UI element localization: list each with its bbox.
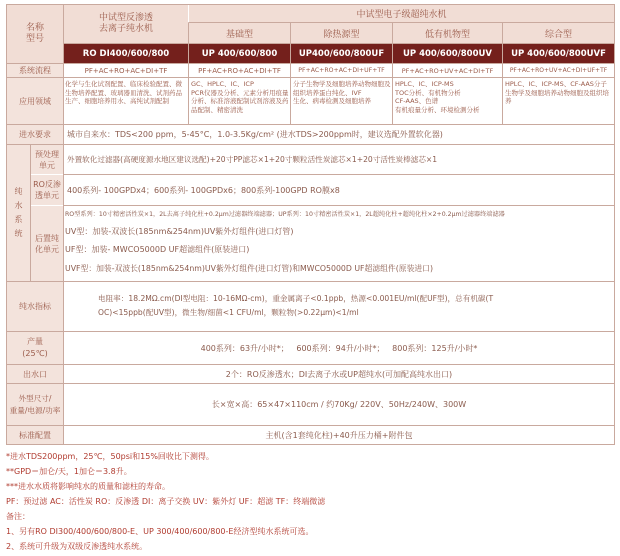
process-up-uvf: PF+AC+RO+UV+AC+DI+UF+TF <box>509 66 608 74</box>
inlet-value: 城市自来水：TDS<200 ppm，5-45°C，1.0-3.5Kg/cm² (进水TDS>200ppm时，建议选配外置软化器) <box>67 130 443 139</box>
process-up: PF+AC+RO+AC+DI+TF <box>198 66 281 75</box>
application-up-uv: HPLC、IC、ICP-MS TOC分析、有机物分析 CF-AAS、色谱 有机痕量分析、环境检测分析 <box>395 80 480 114</box>
dimensions-label: 外型尺寸/ 重量/电源/功率 <box>7 384 63 425</box>
post-purification-label: 后置纯 化单元 <box>31 206 63 281</box>
process-label: 系统流程 <box>7 64 63 77</box>
note-remark-1: 1、另有RO DI300/400/600/800-E、UP 300/400/600/800-E经济型纯水系统可选。 <box>6 527 314 536</box>
note-water-quality: ***进水水质将影响纯水的质量和滤柱的寿命。 <box>6 482 170 491</box>
post-line-uvf: UVF型：加装-双波长(185nm&254nm)UV紫外灯组件(进口灯管)和MWCO5000D UF超滤组件(原装进口) <box>65 264 434 273</box>
ro-unit-label: RO反渗 透单元 <box>31 175 63 205</box>
quality-label: 纯水指标 <box>7 282 63 331</box>
model-label-header: 名称 型号 <box>7 5 63 63</box>
application-up-uvf: HPLC、IC、ICP-MS、CF-AAS分子生物学及细胞培养动物细胞及组织培养 <box>505 80 609 105</box>
ro-unit-value: 400系列- 100GPDx4；600系列- 100GPDx6；800系列-100GPD RO膜x8 <box>67 185 340 195</box>
model-up-uf: UP400/600/800UF <box>291 44 392 63</box>
inlet-label: 进水要求 <box>7 125 63 144</box>
application-up: GC、HPLC、IC、ICP PCR仪器及分析、元素分析用痕量分析、标准溶液配制试剂溶液及药品配制、精密清洗 <box>191 80 289 114</box>
process-up-uv: PF+AC+RO+UV+AC+DI+TF <box>401 66 494 75</box>
application-up-uf: 分子生物学及细胞培养动物细胞及组织培养蛋白纯化、IVF 生化、病毒检测及细胞培养 <box>293 80 391 105</box>
note-abbreviations: PF：预过滤 AC：活性炭 RO：反渗透 DI：离子交换 UV：紫外灯 UF：超滤 TF：终端微滤 <box>6 497 326 506</box>
config-label: 标准配置 <box>7 426 63 444</box>
process-rodi: PF+AC+RO+AC+DI+TF <box>84 66 168 75</box>
model-up-uv: UP 400/600/800UV <box>393 44 502 63</box>
dimensions-value: 长×宽×高：65×47×110cm / 约70Kg/ 220V、50Hz/240W、300W <box>211 400 467 409</box>
model-up: UP 400/600/800 <box>189 44 290 63</box>
outlet-label: 出水口 <box>7 365 63 383</box>
pretreatment-value: 外置软化过滤器(高硬度源水地区建议选配)+20寸PP滤芯×1+20寸颗粒活性炭滤芯×1+20寸活性炭棒滤芯×1 <box>67 155 438 164</box>
process-up-uf: PF+AC+RO+AC+DI+UF+TF <box>298 66 385 74</box>
application-rodi: 化学与生化试剂配置、临床检验配置、微生物培养配置、玻璃器皿清洗、试剂药品生产、细胞培养用水、高纯试剂配制 <box>65 80 182 105</box>
post-line-uv: UV型：加装-双波长(185nm&254nm)UV紫外灯组件(进口灯管) <box>65 227 294 236</box>
config-value: 主机(含1套纯化柱)+40升压力桶+附件包 <box>265 430 413 440</box>
note-test-condition: *进水TDS200ppm，25℃，50psi和15%回收比下测得。 <box>6 452 214 461</box>
pure-water-system-label: 纯 水 系 统 <box>7 145 30 281</box>
capacity-value: 400系列：63升/小时*； 600系列：94升/小时*； 800系列：125升/小时* <box>200 343 478 353</box>
outlet-value: 2个：RO反渗透水；DI去离子水或UP超纯水(可加配高纯水出口) <box>225 369 453 379</box>
subgroup-basic: 基础型 <box>189 23 290 43</box>
note-gpd: **GPD＝加仑/天，1加仑＝3.8升。 <box>6 467 132 476</box>
post-line-uf: UF型：加装- MWCO5000D UF超滤组件(原装进口) <box>65 245 250 254</box>
quality-line-2: OC)<15ppb(配UV型)，微生物/细菌<1 CFU/ml，颗粒物(>0.22μm)<1/ml <box>98 308 359 317</box>
subgroup-comprehensive: 综合型 <box>503 23 614 43</box>
quality-line-1: 电阻率：18.2MΩ.cm(DI型电阻：10-16MΩ-cm)，重金属离子<0.1ppb，热源<0.001EU/ml(配UF型)，总有机碳(T <box>98 294 494 303</box>
note-remark-2: 2、系统可升级为双级反渗透纯水系统。 <box>6 542 148 551</box>
note-remarks-title: 备注： <box>6 512 30 521</box>
subgroup-pyrogen-free: 除热源型 <box>291 23 392 43</box>
model-rodi: RO DI400/600/800 <box>64 44 188 63</box>
post-line-ro-up: RO型系列：10寸精密活性炭×1，2L去离子纯化柱+0.2μm过滤器终端滤器；UP系列：10寸精密活性炭×1，2L超纯化柱+超纯化柱×2+0.2μm过滤器终端滤器 <box>65 211 505 218</box>
group-electronic-header: 中试型电子级超纯水机 <box>189 5 614 22</box>
pretreatment-label: 预处理 单元 <box>31 145 63 174</box>
model-up-uvf: UP 400/600/800UVF <box>503 44 614 63</box>
group-softening-header: 中试型反渗透 去离子纯水机 <box>64 5 188 43</box>
capacity-label: 产量 (25℃) <box>7 332 63 364</box>
application-label: 应用领域 <box>7 78 63 124</box>
subgroup-low-organic: 低有机物型 <box>393 23 502 43</box>
